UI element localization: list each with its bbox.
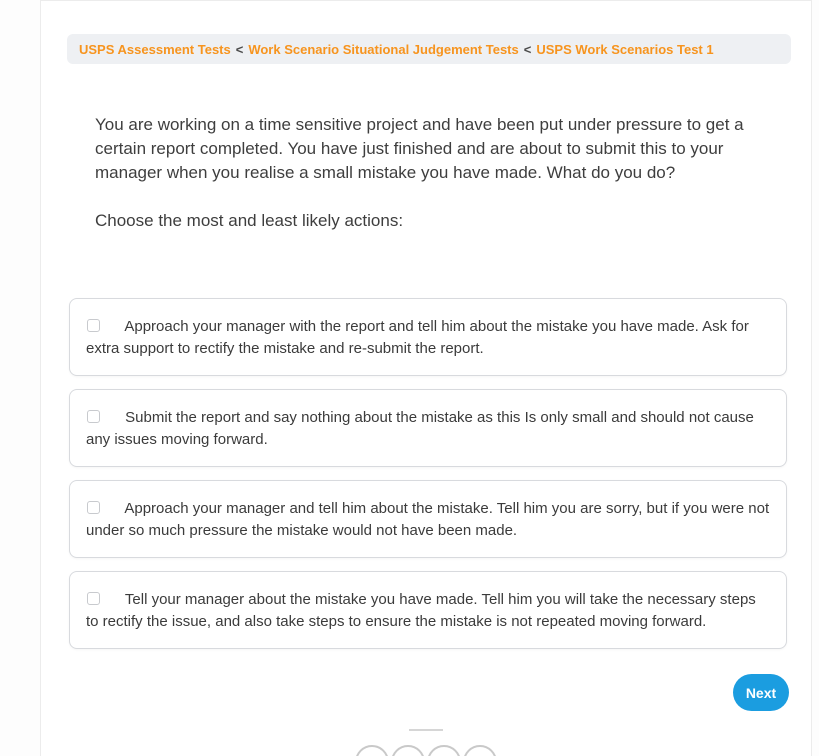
breadcrumb-link-usps-assessment-tests[interactable]: USPS Assessment Tests: [79, 41, 231, 57]
breadcrumb-link-work-scenario-sjt[interactable]: Work Scenario Situational Judgement Tests: [248, 41, 519, 57]
answer-option-2[interactable]: [69, 389, 787, 467]
answer-option-3-text: Approach your manager and tell him about the mistake. Tell him you are sorry, but if you were not under so much pressure the mistake would not have been made.: [86, 500, 770, 539]
answer-option-4[interactable]: [69, 571, 787, 649]
next-button[interactable]: Next: [733, 674, 789, 711]
answer-option-1-checkbox[interactable]: [87, 319, 100, 332]
test-page-panel: [40, 0, 812, 756]
answer-option-3[interactable]: [69, 480, 787, 558]
breadcrumb-link-usps-work-scenarios-test-1[interactable]: USPS Work Scenarios Test 1: [536, 41, 714, 57]
answer-option-2-checkbox[interactable]: [87, 410, 100, 423]
social-share-row: [355, 745, 497, 756]
breadcrumb: [67, 34, 791, 64]
section-divider: [409, 729, 443, 731]
question-scenario-text: You are working on a time sensitive project and have been put under pressure to get a certain report completed. You have just finished and are about to submit this to your manager when you realise a small mistake you have made. What do you do?: [95, 115, 744, 182]
answer-option-4-checkbox[interactable]: [87, 592, 100, 605]
breadcrumb-separator: <: [235, 41, 244, 57]
answer-option-3-checkbox[interactable]: [87, 501, 100, 514]
answer-option-1-text: Approach your manager with the report and tell him about the mistake you have made. Ask for extra support to rectify the mistake and re-submit the report.: [86, 318, 749, 357]
social-share-button-1[interactable]: [355, 745, 389, 756]
answer-options-list: [69, 298, 787, 662]
answer-option-1[interactable]: [69, 298, 787, 376]
answer-option-4-text: Tell your manager about the mistake you have made. Tell him you will take the necessary steps to rectify the issue, and also take steps to ensure the mistake is not repeated moving forward.: [86, 591, 756, 630]
social-share-button-2[interactable]: [391, 745, 425, 756]
answer-option-2-text: Submit the report and say nothing about the mistake as this Is only small and should not cause any issues moving forward.: [86, 409, 754, 448]
social-share-button-4[interactable]: [463, 745, 497, 756]
question-instruction-text: Choose the most and least likely actions:: [95, 211, 404, 230]
breadcrumb-separator: <: [523, 41, 532, 57]
question-block: [95, 113, 747, 233]
social-share-button-3[interactable]: [427, 745, 461, 756]
